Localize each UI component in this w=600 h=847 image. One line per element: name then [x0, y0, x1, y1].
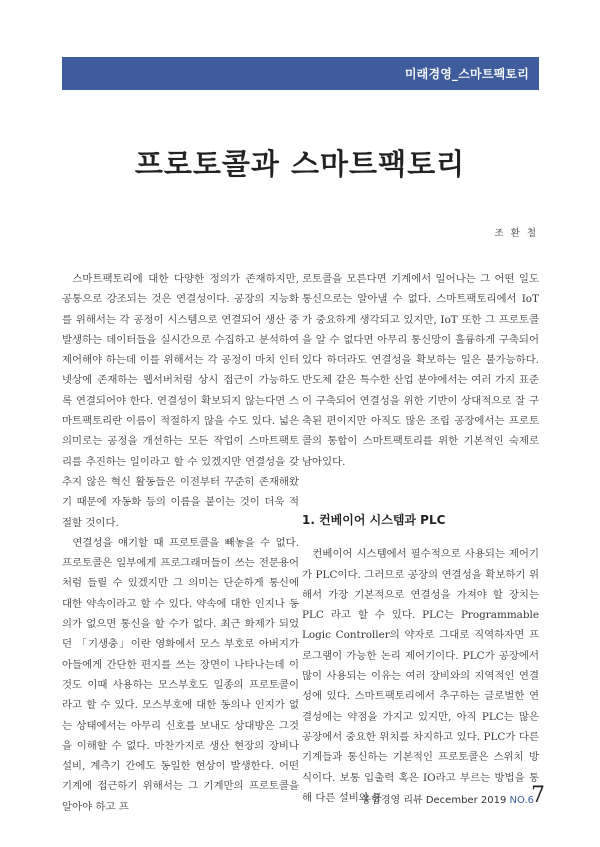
left-column	[62, 269, 299, 817]
page-number: 7	[531, 783, 545, 808]
body-paragraph: 연결성을 얘기할 때 프로토콜을 빼놓을 수 없다. 프로토콜은 일부에게 프로그래머들이 쓰는 전문용어처럼 들릴 수 있겠지만 그 의미는 단순하게 통신에 대한 약속이라고 할 수 있다. 약속에 대한 인지나 동의가 없으면 통신을 할 수가 없다. 최근 화제가 되었던 「기생충」이란 영화에서 모스 부호로 아버지가 아들에게 간단한 편지를 쓰는 장면이 나타나는데 이것도 이때 사용하는 모스부호도 일종의 프로토콜이라고 할 수 있다. 모스부호에 대한 동의나 인지가 없는 상태에서는 아무리 신호를 보내도 상대방은 그것을 이해할 수 없다. 마찬가지로 생산 현장의 장비나 설비, 계측기 간에도 동일한 현상이 발생한다. 어떤 기계에 접근하기 위해서는 그 기계만의 프로토콜을 알아야 하고 프	[62, 536, 299, 813]
body-paragraph-continued: 로토콜을 모른다면 기계에서 일어나는 그 어떤 일도 통신으로는 알아낼 수 없다. 스마트팩토리에서 IoT가 중요하게 생각되고 있지만, IoT 또한 그 프로토콜을 알 수 없다면 아무리 통신망이 훌륭하게 구축되어 있다 하더라도 연결성을 확보하는 일은 불가능하다. 반도체 같은 특수한 산업 분야에서는 여러 가지 표준이 구축되어 연결성을 위한 기반이 상대적으로 잘 구축된 편이지만 아직도 많은 조립 공장에서는 프로토콜의 통합이 스마트팩토리를 위한 기본적인 숙제로 남아있다.	[302, 273, 539, 468]
section-label: 미래경영_스마트팩토리	[404, 67, 529, 81]
section-spacer	[302, 472, 539, 510]
body-paragraph: 컨베이어 시스템에서 필수적으로 사용되는 제어기가 PLC이다. 그러므로 공장의 연결성을 확보하기 위해서 가장 기본적으로 연결성을 가져야 할 장치는 PLC 라고 할 수 있다. PLC는 Programmable Logic Controller의 약자로 그대로 직역하자면 프로그램이 가능한 논리 제어기이다. PLC가 공장에서 많이 사용되는 이유는 여러 장비와의 지역적인 연결성에 있다. 스마트팩토리에서 추구하는 글로벌한 연결성에는 약점을 가지고 있지만, 아직 PLC는 많은 공장에서 중요한 위치를 차지하고 있다. PLC가 다른 기계들과 통신하는 기본적인 프로토콜은 스위치 방식이다. 보통 입출력 혹은 IO라고 부르는 방법을 통해 다른 설비와 통	[302, 548, 539, 804]
section-spacer	[302, 530, 539, 544]
article-title: 프로토콜과 스마트팩토리	[134, 147, 466, 181]
section-header-bar	[62, 57, 539, 90]
right-column	[302, 269, 539, 808]
body-paragraph: 스마트팩토리에 대한 다양한 정의가 존재하지만, 공통으로 강조되는 것은 연결성이다. 공장의 지능화를 위해서는 각 공정이 시스템으로 연결되어 생산 중 발생하는 데이터들을 실시간으로 수집하고 분석하여 제어해야 하는데 이를 위해서는 각 공정이 마치 인터넷상에 존재하는 웹서버처럼 상시 접근이 가능하도록 연결되어야 한다. 연결성이 확보되지 않는다면 스마트팩토리란 이름이 적절하지 않을 수도 있다. 넓은 의미로는 공정을 개선하는 모든 작업이 스마트팩토리를 추진하는 일이라고 할 수 있겠지만 연결성을 갖추지 않은 혁신 활동들은 이전부터 꾸준히 존재해왔기 때문에 자동화 등의 이름을 붙이는 것이 더욱 적절할 것이다.	[62, 273, 299, 529]
publication-date: December 2019	[425, 795, 507, 806]
issue-number: NO.6	[509, 795, 534, 806]
footer-info	[362, 791, 535, 806]
article-author: 조 환 철	[494, 228, 538, 239]
section-heading: 1. 컨베이어 시스템과 PLC	[302, 512, 446, 527]
publication-name: 융합경영 리뷰	[361, 795, 423, 806]
